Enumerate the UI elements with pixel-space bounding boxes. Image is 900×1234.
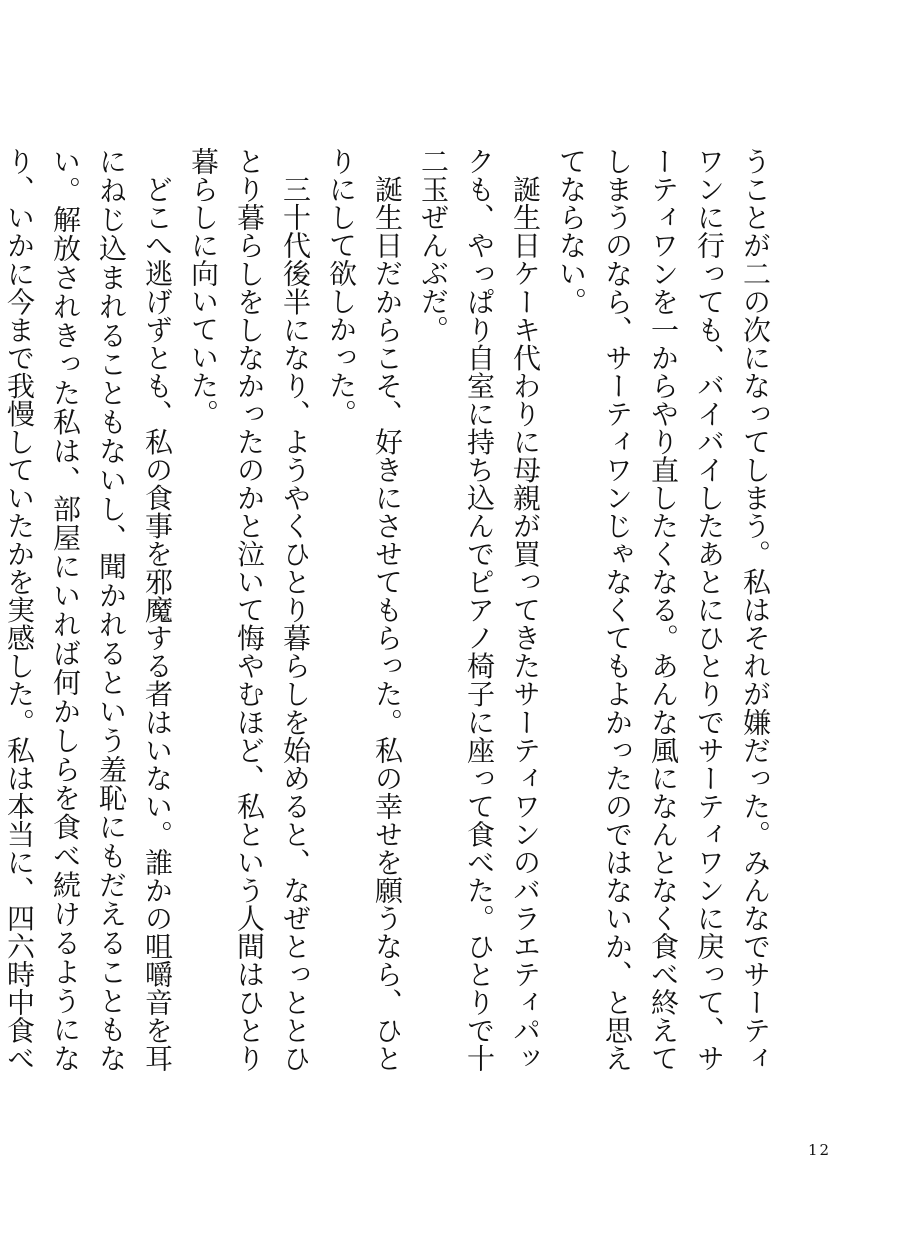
paragraph-4: 三十代後半になり、ようやくひとり暮らしを始めると、なぜとっととひとり暮らしをしなかったのかと泣いて悔やむほど、私という人間はひとり暮らしに向いていた。 xyxy=(187,147,312,1072)
paragraph-2: 誕生日ケーキ代わりに母親が買ってきたサーティワンのバラエティパックも、やっぱり自室に持ち込んでピアノ椅子に座って食べた。ひとりで十二玉ぜんぶだ。 xyxy=(417,147,542,1072)
paragraph-3: 誕生日だからこそ、好きにさせてもらった。私の幸せを願うなら、ひとりにして欲しかった。 xyxy=(325,147,404,1072)
paragraph-1: うことが二の次になってしまう。私はそれが嫌だった。みんなでサーティワンに行っても、バイバイしたあとにひとりでサーティワンに戻って、サーティワンを一からやり直したくなる。あんな風になんとなく食べ終えてしまうのなら、サーティワンじゃなくてもよかったのではないか、と思えてならない。 xyxy=(555,147,772,1072)
vertical-text-block xyxy=(3,147,778,1073)
page-number: 12 xyxy=(808,1141,832,1159)
paragraph-5: どこへ逃げずとも、私の食事を邪魔する者はいない。誰かの咀嚼音を耳にねじ込まれることもないし、聞かれるという羞恥にもだえることもない。解放されきった私は、部屋にいれば何かしらを食べ続けるようになり、いかに今まで我慢していたかを実感した。私は本当に、四六時中食べ xyxy=(3,147,174,1073)
